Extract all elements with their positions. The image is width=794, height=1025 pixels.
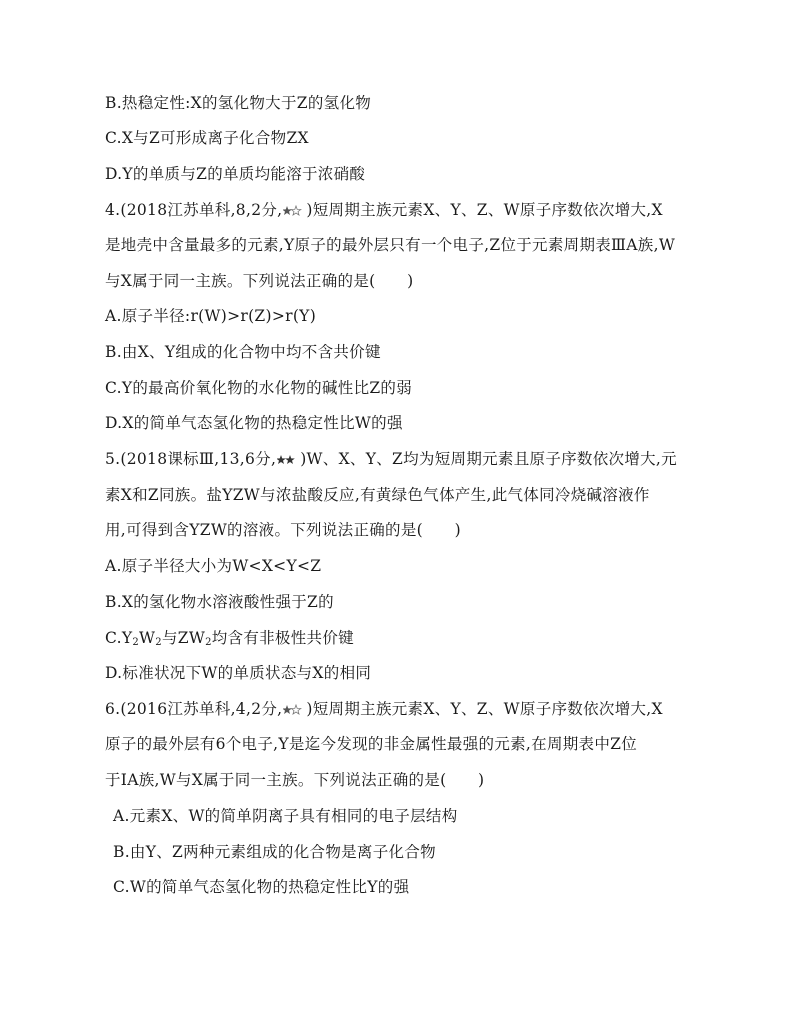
q4-option-c: C.Y的最高价氧化物的水化物的碱性比Z的弱 [105,379,413,397]
q5-option-c-text: 均含有非极性共价键 [211,629,354,647]
q6-stem-1: )短周期主族元素X、Y、Z、W原子序数依次增大,X [306,700,663,718]
q5-option-c-text: W [139,629,156,647]
q5-stem-3: 用,可得到含YZW的溶液。下列说法正确的是( ) [105,521,461,539]
q6-stem-3: 于ⅠA族,W与X属于同一主族。下列说法正确的是( ) [105,771,485,789]
q5-stem-line-1 [105,449,677,469]
q3-option-d: D.Y的单质与Z的单质均能溶于浓硝酸 [105,165,366,183]
subscript: 2 [205,637,212,648]
q5-option-a: A.原子半径大小为W<X<Y<Z [105,557,322,575]
q3-option-c: C.X与Z可形成离子化合物ZX [105,129,309,147]
q4-stem-line-1 [105,200,663,220]
q5-option-d: D.标准状况下W的单质状态与X的相同 [105,664,372,682]
q6-stem-line-1 [105,699,663,719]
q4-option-b: B.由X、Y组成的化合物中均不含共价键 [105,343,381,361]
q4-option-d: D.X的简单气态氢化物的热稳定性比W的强 [105,414,403,432]
q5-option-c [105,628,354,648]
subscript: 2 [132,637,140,648]
q5-stem-1: )W、X、Y、Z均为短周期元素且原子序数依次增大,元 [300,450,677,468]
q4-stem-2: 是地壳中含量最多的元素,Y原子的最外层只有一个电子,Z位于元素周期表ⅢA族,W [105,236,676,254]
q6-option-b: B.由Y、Z两种元素组成的化合物是离子化合物 [113,843,436,861]
difficulty-star-icon [283,205,305,217]
q4-source: 4.(2018江苏单科,8,2分, [105,201,283,219]
difficulty-star-icon [283,704,305,716]
q6-stem-2: 原子的最外层有6个电子,Y是迄今发现的非金属性最强的元素,在周期表中Z位 [105,735,638,753]
q6-option-c: C.W的简单气态氢化物的热稳定性比Y的强 [113,878,410,896]
q5-option-c-text: C.Y [105,629,133,647]
q5-option-b: B.X的氢化物水溶液酸性强于Z的 [105,593,334,611]
q4-stem-3: 与X属于同一主族。下列说法正确的是( ) [105,272,414,290]
q6-source: 6.(2016江苏单科,4,2分, [105,700,283,718]
q5-source: 5.(2018课标Ⅲ,13,6分, [105,450,277,468]
q5-option-c-text: 与ZW [161,629,206,647]
q5-stem-2: 素X和Z同族。盐YZW与浓盐酸反应,有黄绿色气体产生,此气体同冷烧碱溶液作 [105,486,650,504]
q6-option-a: A.元素X、W的简单阴离子具有相同的电子层结构 [113,807,458,825]
q4-option-a: A.原子半径:r(W)>r(Z)>r(Y) [105,307,317,325]
subscript: 2 [155,637,162,648]
q4-stem-1: )短周期主族元素X、Y、Z、W原子序数依次增大,X [306,201,663,219]
q3-option-b: B.热稳定性:X的氢化物大于Z的氢化物 [105,94,372,112]
difficulty-star-icon [277,454,299,466]
